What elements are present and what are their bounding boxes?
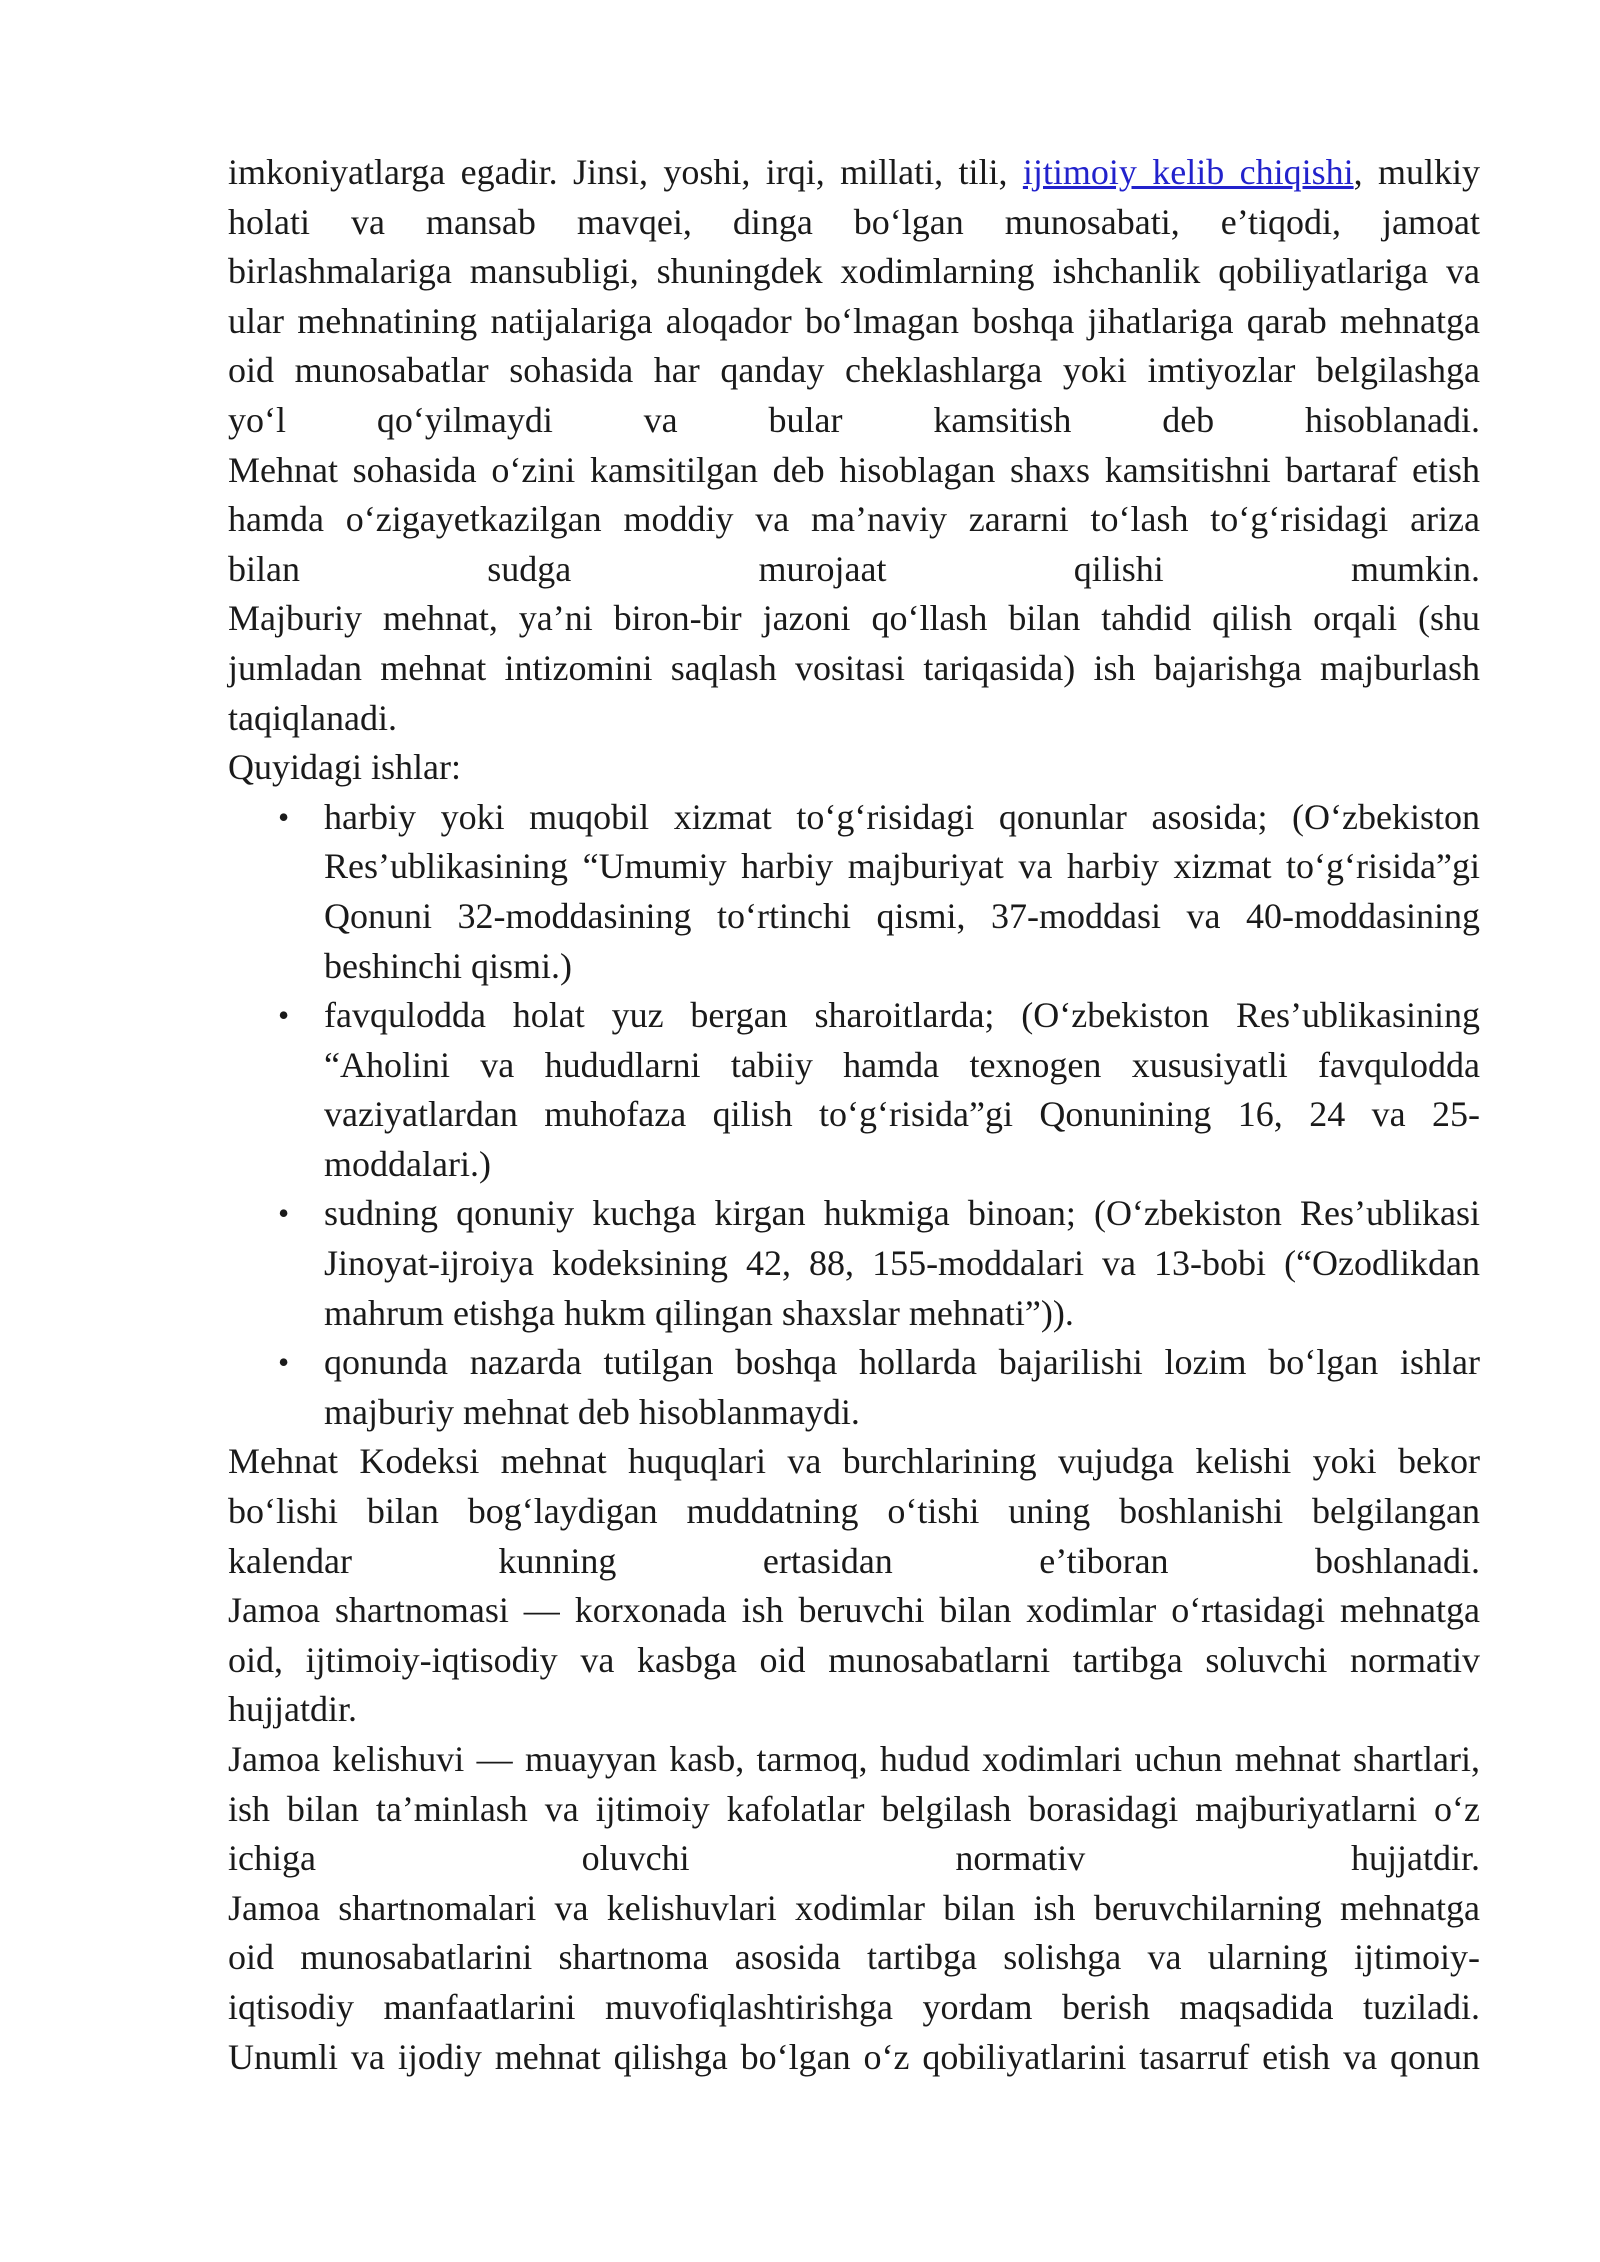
- social-origin-link[interactable]: ijtimoiy kelib chiqishi: [1022, 152, 1354, 192]
- text-line: hujjatdir.: [228, 1689, 357, 1730]
- text-line: Res’ublikasining “Umumiy harbiy majburiyat va harbiy xizmat to‘g‘risida”gi: [324, 846, 1480, 887]
- text-line: ichiga oluvchi normativ hujjatdir.: [228, 1838, 1480, 1879]
- list-item: [228, 793, 1480, 991]
- text-line: Quyidagi ishlar:: [228, 747, 461, 788]
- paragraph-collective-contract: [228, 1586, 1480, 1735]
- paragraph-court-appeal: [228, 446, 1480, 595]
- text-line: Jamoa shartnomasi — korxonada ish beruvchi bilan xodimlar o‘rtasidagi mehnatga: [228, 1590, 1480, 1631]
- paragraph-forced-labour: [228, 594, 1480, 743]
- paragraph-collective-agreement: [228, 1735, 1480, 1884]
- text-line: favqulodda holat yuz bergan sharoitlarda; (O‘zbekiston Res’ublikasining: [324, 995, 1480, 1036]
- bullet-icon: •: [278, 997, 290, 1034]
- text-line: ish bilan ta’minlash va ijtimoiy kafolatlar belgilash borasidagi majburiyatlarni o‘z: [228, 1788, 1480, 1829]
- text-line: majburiy mehnat deb hisoblanmaydi.: [324, 1391, 860, 1432]
- exceptions-list: [228, 793, 1480, 1438]
- text-line: Mehnat sohasida o‘zini kamsitilgan deb hisoblagan shaxs kamsitishni bartaraf etish: [228, 449, 1480, 490]
- text-line: mahrum etishga hukm qilingan shaxslar mehnati”)).: [324, 1292, 1074, 1333]
- text-line: oid, ijtimoiy-iqtisodiy va kasbga oid munosabatlarni tartibga soluvchi normativ: [228, 1639, 1480, 1680]
- bullet-icon: •: [278, 1195, 290, 1232]
- paragraph-contracts-purpose: [228, 1884, 1480, 2082]
- text-line: iqtisodiy manfaatlarini muvofiqlashtirishga yordam berish maqsadida tuziladi.: [228, 1986, 1480, 2027]
- text-line: Jamoa kelishuvi — muayyan kasb, tarmoq, hudud xodimlari uchun mehnat shartlari,: [228, 1739, 1480, 1779]
- text-line: yo‘l qo‘yilmaydi va bular kamsitish deb hisoblanadi.: [228, 399, 1480, 440]
- text-line: oid munosabatlar sohasida har qanday cheklashlarga yoki imtiyozlar belgilashga: [228, 350, 1480, 391]
- text-line: ular mehnatining natijalariga aloqador bo‘lmagan boshqa jihatlariga qarab mehnatga: [228, 300, 1480, 341]
- text-line: holati va mansab mavqei, dinga bo‘lgan munosabati, e’tiqodi, jamoat: [228, 201, 1480, 242]
- paragraph-labour-code-terms: [228, 1437, 1480, 1586]
- bullet-icon: •: [278, 1344, 290, 1381]
- bullet-icon: •: [278, 798, 290, 835]
- text-line: beshinchi qismi.): [324, 945, 572, 986]
- document-body: [228, 148, 1480, 2082]
- text-line: moddalari.): [324, 1143, 491, 1184]
- text-line: bilan sudga murojaat qilishi mumkin.: [228, 548, 1480, 589]
- text-line: jumladan mehnat intizomini saqlash vositasi tariqasida) ish bajarishga majburlash: [228, 647, 1480, 688]
- text-line: bo‘lishi bilan bog‘laydigan muddatning o‘tishi uning boshlanishi belgilangan: [228, 1491, 1480, 1532]
- text-line: kalendar kunning ertasidan e’tiboran boshlanadi.: [228, 1540, 1480, 1581]
- text-line: imkoniyatlarga egadir. Jinsi, yoshi, irqi, millati, tili, ijtimoiy kelib chiqishi, mulkiy: [228, 152, 1480, 192]
- text-line: oid munosabatlarini shartnoma asosida tartibga solishga va ularning ijtimoiy-: [228, 1937, 1480, 1978]
- text-line: Qonuni 32-moddasining to‘rtinchi qismi, 37-moddasi va 40-moddasining: [324, 895, 1480, 936]
- text-line: vaziyatlardan muhofaza qilish to‘g‘risida”gi Qonunining 16, 24 va 25-: [324, 1094, 1480, 1135]
- text-line: taqiqlanadi.: [228, 697, 397, 738]
- text-line: Jinoyat-ijroiya kodeksining 42, 88, 155-moddalari va 13-bobi (“Ozodlikdan: [324, 1243, 1480, 1284]
- text-line: hamda o‘zigayetkazilgan moddiy va ma’naviy zararni to‘lash to‘g‘risidagi ariza: [228, 499, 1480, 540]
- text-line: harbiy yoki muqobil xizmat to‘g‘risidagi qonunlar asosida; (O‘zbekiston: [324, 796, 1480, 837]
- text-line: sudning qonuniy kuchga kirgan hukmiga binoan; (O‘zbekiston Res’ublikasi: [324, 1193, 1480, 1234]
- paragraph-list-intro: [228, 743, 1480, 793]
- list-item: [228, 991, 1480, 1189]
- paragraph-discrimination: [228, 148, 1480, 446]
- text-line: Jamoa shartnomalari va kelishuvlari xodimlar bilan ish beruvchilarning mehnatga: [228, 1887, 1480, 1928]
- list-item: [228, 1189, 1480, 1338]
- list-item: [228, 1338, 1480, 1437]
- text-line: Majburiy mehnat, ya’ni biron-bir jazoni qo‘llash bilan tahdid qilish orqali (shu: [228, 598, 1480, 639]
- text-line: Mehnat Kodeksi mehnat huquqlari va burchlarining vujudga kelishi yoki bekor: [228, 1441, 1480, 1482]
- text-line: qonunda nazarda tutilgan boshqa hollarda bajarilishi lozim bo‘lgan ishlar: [324, 1342, 1480, 1383]
- text-line: Unumli va ijodiy mehnat qilishga bo‘lgan o‘z qobiliyatlarini tasarruf etish va qonun: [228, 2036, 1480, 2077]
- text-line: birlashmalariga mansubligi, shuningdek xodimlarning ishchanlik qobiliyatlariga va: [228, 251, 1480, 292]
- text-line: “Aholini va hududlarni tabiiy hamda texnogen xususiyatli favqulodda: [324, 1044, 1480, 1085]
